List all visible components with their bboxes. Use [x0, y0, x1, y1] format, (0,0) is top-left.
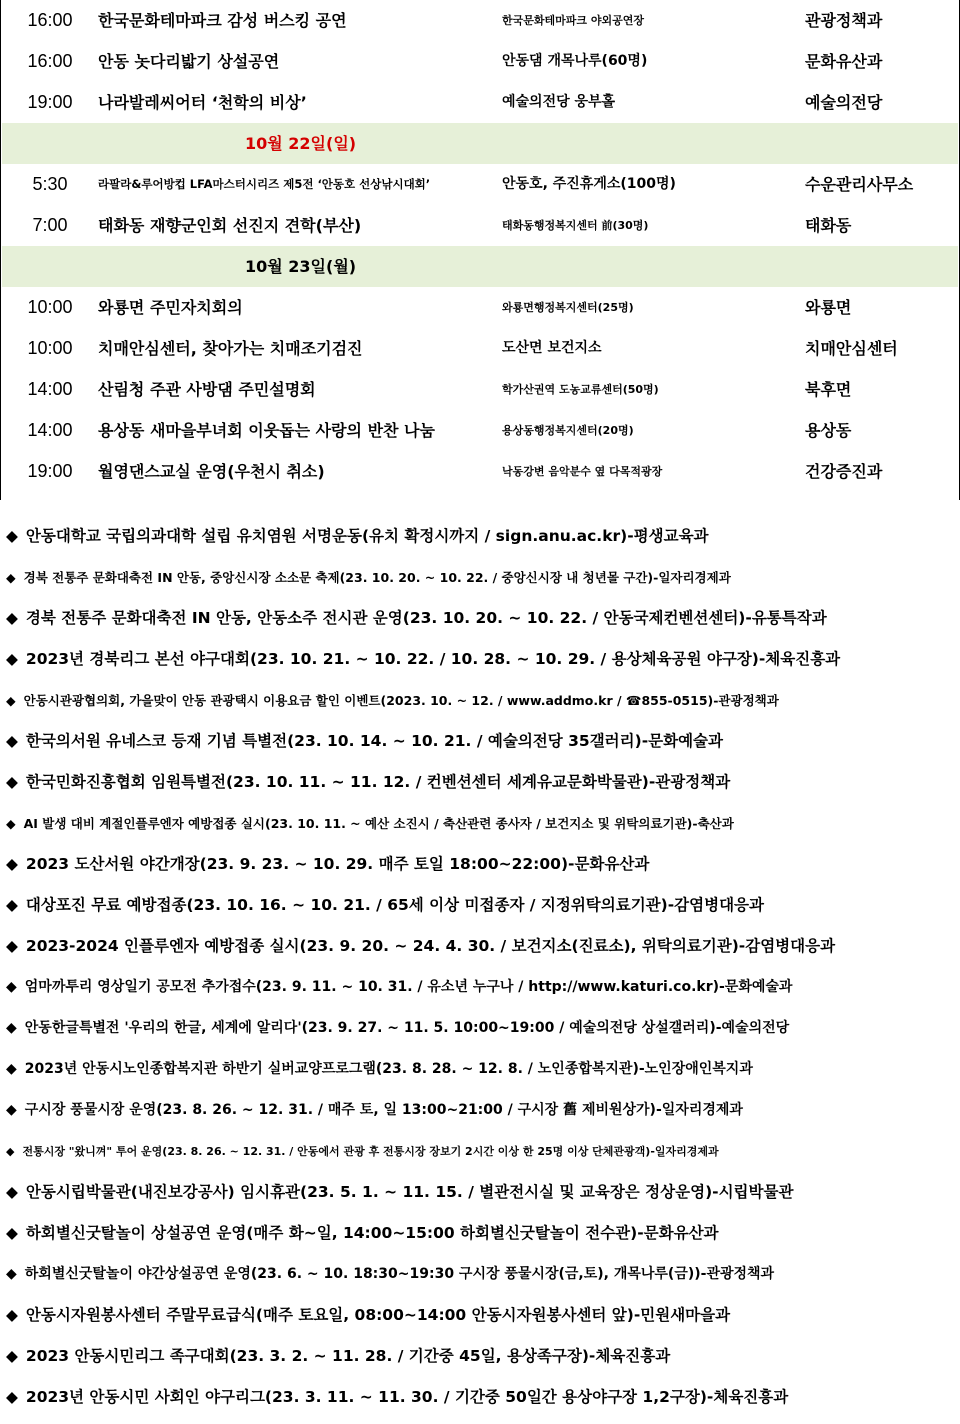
list-item [6, 1131, 956, 1172]
notice-text: 안동시자원봉사센터 주말무료급식(매주 토요일, 08:00~14:00 안동시자원봉사센터 앞)-민원새마을과 [25, 1306, 731, 1324]
notice-text: 하회별신굿탈놀이 야간상설공연 운영(23. 6. ~ 10. 18:30~19:30 구시장 풍물시장(금,토), 개목나루(금))-관광정책과 [24, 1266, 775, 1282]
event-title: 태화동 재향군인회 선진지 견학(부산) [98, 216, 362, 235]
event-dept: 치매안심센터 [805, 339, 898, 358]
notice-text: 엄마까투리 영상일기 공모전 추가접수(23. 9. 11. ~ 10. 31. / 유소년 누구나 / http://www.katuri.co.kr)-문화예술과 [24, 979, 793, 995]
event-title: 안동 놋다리밟기 상설공연 [98, 52, 280, 71]
event-dept: 태화동 [805, 216, 852, 235]
list-item [6, 1377, 956, 1418]
diamond-bullet-icon: ◆ [6, 693, 16, 708]
diamond-bullet-icon: ◆ [6, 1102, 17, 1118]
date-label: 10월 23일(월) [245, 257, 357, 276]
list-item [6, 598, 956, 639]
table-row [2, 205, 958, 246]
table-row [2, 410, 958, 451]
list-item [6, 967, 956, 1008]
diamond-bullet-icon: ◆ [6, 773, 18, 791]
list-item [6, 680, 956, 721]
notice-text: 안동대학교 국립의과대학 설립 유치염원 서명운동(유치 확정시까지 / sign.anu.ac.kr)-평생교육과 [25, 527, 709, 545]
list-item [6, 1049, 956, 1090]
notice-text: 구시장 풍물시장 운영(23. 8. 26. ~ 12. 31. / 매주 토, 일 13:00~21:00 / 구시장 舊 제비원상가)-일자리경제과 [24, 1102, 743, 1118]
diamond-bullet-icon: ◆ [6, 1224, 18, 1242]
event-dept: 북후면 [805, 380, 852, 399]
event-place: 안동호, 주진휴게소(100명) [502, 176, 676, 192]
event-title: 라팔라&루어방컵 LFA마스터시리즈 제5전 ‘안동호 선상낚시대회’ [98, 177, 431, 191]
diamond-bullet-icon: ◆ [6, 1061, 17, 1077]
event-place: 태화동행정복지센터 前(30명) [502, 219, 649, 232]
notice-text: 2023 안동시민리그 족구대회(23. 3. 2. ~ 11. 28. / 기간중 45일, 용상족구장)-체육진흥과 [25, 1347, 671, 1365]
notice-text: AI 발생 대비 계절인플루엔자 예방접종 실시(23. 10. 11. ~ 예산 소진시 / 축산관련 종사자 / 보건지소 및 위탁의료기관)-축산과 [23, 816, 734, 831]
notice-text: 안동한글특별전 '우리의 한글, 세계에 알리다'(23. 9. 27. ~ 11. 5. 10:00~19:00 / 예술의전당 상설갤러리)-예술의전당 [24, 1020, 790, 1036]
event-title: 치매안심센터, 찾아가는 치매조기검진 [98, 339, 363, 358]
diamond-bullet-icon: ◆ [6, 1266, 17, 1282]
event-place: 한국문화테마파크 야외공연장 [502, 14, 644, 27]
event-dept: 건강증진과 [805, 462, 883, 481]
table-row [2, 41, 958, 82]
notice-text: 안동시립박물관(내진보강공사) 임시휴관(23. 5. 1. ~ 11. 15. / 별관전시실 및 교육장은 정상운영)-시립박물관 [25, 1183, 794, 1201]
event-time: 10:00 [27, 297, 73, 317]
diamond-bullet-icon: ◆ [6, 1145, 15, 1158]
notice-text: 대상포진 무료 예방접종(23. 10. 16. ~ 10. 21. / 65세 이상 미접종자 / 지정위탁의료기관)-감염병대응과 [25, 896, 765, 914]
event-dept: 수운관리사무소 [805, 175, 914, 194]
date-header-row [2, 123, 958, 164]
list-item [6, 844, 956, 885]
diamond-bullet-icon: ◆ [6, 1183, 18, 1201]
event-dept: 용상동 [805, 421, 852, 440]
diamond-bullet-icon: ◆ [6, 650, 18, 668]
notice-text: 2023년 안동시노인종합복지관 하반기 실버교양프로그램(23. 8. 28. ~ 12. 8. / 노인종합복지관)-노인장애인복지과 [24, 1061, 753, 1077]
table-row [2, 451, 958, 492]
list-item [6, 926, 956, 967]
list-item [6, 639, 956, 680]
event-place: 도산면 보건지소 [502, 340, 602, 356]
event-place: 예술의전당 웅부홀 [502, 94, 616, 110]
event-place: 학가산권역 도농교류센터(50명) [502, 383, 659, 396]
notice-text: 한국의서원 유네스코 등재 기념 특별전(23. 10. 14. ~ 10. 21. / 예술의전당 35갤러리)-문화예술과 [25, 732, 724, 750]
event-dept: 예술의전당 [805, 93, 883, 112]
diamond-bullet-icon: ◆ [6, 1347, 18, 1365]
diamond-bullet-icon: ◆ [6, 1020, 17, 1036]
date-label: 10월 22일(일) [245, 134, 357, 153]
event-time: 14:00 [27, 420, 73, 440]
event-place: 안동댐 개목나루(60명) [502, 53, 648, 69]
diamond-bullet-icon: ◆ [6, 855, 18, 873]
notice-text: 경북 전통주 문화대축전 IN 안동, 중앙신시장 소소문 축제(23. 10. 20. ~ 10. 22. / 중앙신시장 내 청년몰 구간)-일자리경제과 [23, 570, 731, 585]
event-dept: 관광정책과 [805, 11, 883, 30]
list-item [6, 803, 956, 844]
list-item [6, 1336, 956, 1377]
event-time: 7:00 [32, 215, 68, 235]
list-item [6, 1172, 956, 1213]
list-item [6, 1090, 956, 1131]
notice-text: 2023년 경북리그 본선 야구대회(23. 10. 21. ~ 10. 22. / 10. 28. ~ 10. 29. / 용상체육공원 야구장)-체육진흥과 [25, 650, 841, 668]
diamond-bullet-icon: ◆ [6, 570, 16, 585]
notice-text: 하회별신굿탈놀이 상설공연 운영(매주 화~일, 14:00~15:00 하회별신굿탈놀이 전수관)-문화유산과 [25, 1224, 719, 1242]
notice-text: 전통시장 "왔니껴" 투어 운영(23. 8. 26. ~ 12. 31. / 안동에서 관광 후 전통시장 장보기 2시간 이상 한 25명 이상 단체관광객)-일자리경제과 [22, 1145, 719, 1158]
list-item [6, 516, 956, 557]
event-time: 14:00 [27, 379, 73, 399]
list-item [6, 885, 956, 926]
event-place: 용상동행정복지센터(20명) [502, 424, 634, 437]
event-title: 한국문화테마파크 감성 버스킹 공연 [98, 11, 347, 30]
notice-text: 2023년 안동시민 사회인 야구리그(23. 3. 11. ~ 11. 30. / 기간중 50일간 용상야구장 1,2구장)-체육진흥과 [25, 1388, 789, 1406]
table-row [2, 328, 958, 369]
diamond-bullet-icon: ◆ [6, 527, 18, 545]
event-time: 16:00 [27, 51, 73, 71]
event-time: 10:00 [27, 338, 73, 358]
event-title: 월영댄스교실 운영(우천시 취소) [98, 462, 325, 481]
diamond-bullet-icon: ◆ [6, 937, 18, 955]
list-item [6, 1008, 956, 1049]
notice-text: 경북 전통주 문화대축전 IN 안동, 안동소주 전시관 운영(23. 10. 20. ~ 10. 22. / 안동국제컨벤션센터)-유통특작과 [25, 609, 827, 627]
notice-text: 안동시관광협의회, 가을맞이 안동 관광택시 이용요금 할인 이벤트(2023. 10. ~ 12. / www.addmo.kr / ☎855-0515)-관광정책과 [23, 693, 779, 708]
table-row [2, 369, 958, 410]
event-place: 와룡면행정복지센터(25명) [502, 301, 634, 314]
diamond-bullet-icon: ◆ [6, 816, 16, 831]
list-item [6, 1254, 956, 1295]
event-title: 용상동 새마을부녀회 이웃돕는 사랑의 반찬 나눔 [98, 421, 435, 440]
event-title: 와룡면 주민자치회의 [98, 298, 243, 317]
list-item [6, 557, 956, 598]
diamond-bullet-icon: ◆ [6, 979, 17, 995]
list-item [6, 1213, 956, 1254]
event-dept: 문화유산과 [805, 52, 883, 71]
diamond-bullet-icon: ◆ [6, 1306, 18, 1324]
event-place: 낙동강변 음악분수 옆 다목적광장 [502, 465, 663, 478]
table-row [2, 164, 958, 205]
event-time: 16:00 [27, 10, 73, 30]
schedule-table [0, 0, 960, 500]
list-item [6, 721, 956, 762]
event-title: 나라발레씨어터 ‘천학의 비상’ [98, 93, 307, 112]
notice-text: 한국민화진흥협회 임원특별전(23. 10. 11. ~ 11. 12. / 컨벤션센터 세계유교문화박물관)-관광정책과 [25, 773, 731, 791]
diamond-bullet-icon: ◆ [6, 896, 18, 914]
diamond-bullet-icon: ◆ [6, 609, 18, 627]
diamond-bullet-icon: ◆ [6, 1388, 18, 1406]
notice-text: 2023 도산서원 야간개장(23. 9. 23. ~ 10. 29. 매주 토일 18:00~22:00)-문화유산과 [25, 855, 650, 873]
diamond-bullet-icon: ◆ [6, 732, 18, 750]
event-dept: 와룡면 [805, 298, 852, 317]
list-item [6, 762, 956, 803]
event-time: 19:00 [27, 92, 73, 112]
event-time: 19:00 [27, 461, 73, 481]
table-row [2, 287, 958, 328]
table-row [2, 82, 958, 123]
event-time: 5:30 [32, 174, 68, 194]
event-title: 산림청 주관 사방댐 주민설명회 [98, 380, 316, 399]
table-row [2, 0, 958, 41]
date-header-row [2, 246, 958, 287]
list-item [6, 1295, 956, 1336]
notice-text: 2023-2024 인플루엔자 예방접종 실시(23. 9. 20. ~ 24. 4. 30. / 보건지소(진료소), 위탁의료기관)-감염병대응과 [25, 937, 836, 955]
